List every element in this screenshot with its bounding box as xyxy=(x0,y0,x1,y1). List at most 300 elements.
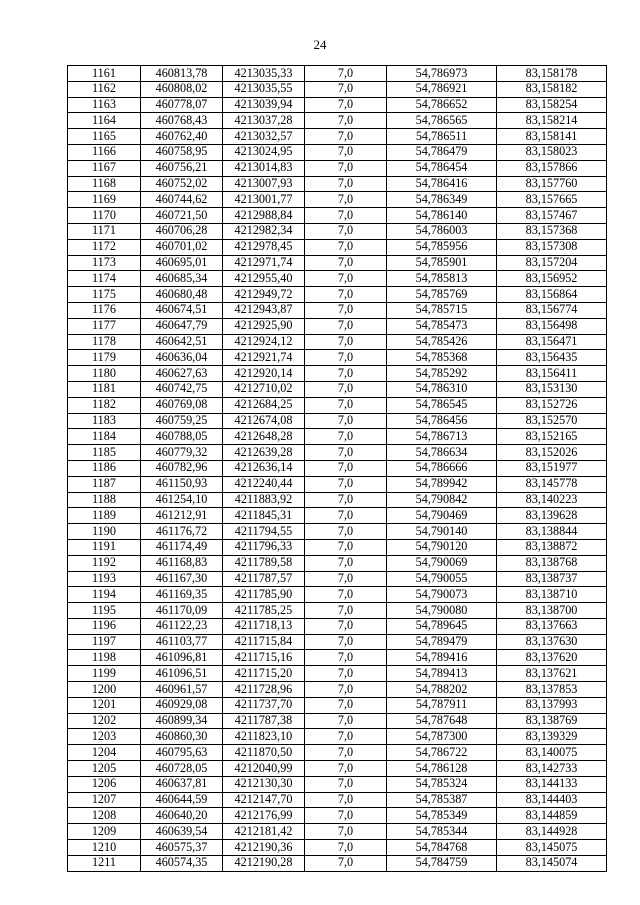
table-row xyxy=(68,192,607,208)
table-row xyxy=(68,539,607,555)
y-coordinate-cell: 4212921,74 xyxy=(223,350,305,366)
x-coordinate-cell: 460762,40 xyxy=(141,129,223,145)
x-coordinate-cell: 460639,54 xyxy=(141,824,223,840)
latitude-cell: 54,790140 xyxy=(387,524,497,540)
accuracy-cell: 7,0 xyxy=(305,539,387,555)
latitude-cell: 54,786310 xyxy=(387,381,497,397)
latitude-cell: 54,785324 xyxy=(387,776,497,792)
latitude-cell: 54,786454 xyxy=(387,160,497,176)
longitude-cell: 83,145075 xyxy=(497,840,607,856)
latitude-cell: 54,785813 xyxy=(387,271,497,287)
y-coordinate-cell: 4211787,57 xyxy=(223,571,305,587)
longitude-cell: 83,156435 xyxy=(497,350,607,366)
accuracy-cell: 7,0 xyxy=(305,650,387,666)
longitude-cell: 83,153130 xyxy=(497,381,607,397)
table-row xyxy=(68,239,607,255)
y-coordinate-cell: 4211823,10 xyxy=(223,729,305,745)
accuracy-cell: 7,0 xyxy=(305,524,387,540)
point-number-cell: 1175 xyxy=(68,287,141,303)
point-number-cell: 1174 xyxy=(68,271,141,287)
accuracy-cell: 7,0 xyxy=(305,287,387,303)
accuracy-cell: 7,0 xyxy=(305,682,387,698)
table-row xyxy=(68,429,607,445)
longitude-cell: 83,151977 xyxy=(497,460,607,476)
latitude-cell: 54,789413 xyxy=(387,666,497,682)
latitude-cell: 54,786545 xyxy=(387,397,497,413)
point-number-cell: 1194 xyxy=(68,587,141,603)
y-coordinate-cell: 4211718,13 xyxy=(223,618,305,634)
point-number-cell: 1181 xyxy=(68,381,141,397)
y-coordinate-cell: 4212982,34 xyxy=(223,223,305,239)
accuracy-cell: 7,0 xyxy=(305,508,387,524)
x-coordinate-cell: 461150,93 xyxy=(141,476,223,492)
point-number-cell: 1200 xyxy=(68,682,141,698)
accuracy-cell: 7,0 xyxy=(305,808,387,824)
accuracy-cell: 7,0 xyxy=(305,729,387,745)
table-row xyxy=(68,255,607,271)
x-coordinate-cell: 460674,51 xyxy=(141,302,223,318)
latitude-cell: 54,786003 xyxy=(387,223,497,239)
latitude-cell: 54,785344 xyxy=(387,824,497,840)
longitude-cell: 83,156498 xyxy=(497,318,607,334)
accuracy-cell: 7,0 xyxy=(305,81,387,97)
latitude-cell: 54,786511 xyxy=(387,129,497,145)
longitude-cell: 83,142733 xyxy=(497,761,607,777)
latitude-cell: 54,786666 xyxy=(387,460,497,476)
x-coordinate-cell: 460752,02 xyxy=(141,176,223,192)
table-row xyxy=(68,476,607,492)
y-coordinate-cell: 4212978,45 xyxy=(223,239,305,255)
accuracy-cell: 7,0 xyxy=(305,350,387,366)
point-number-cell: 1183 xyxy=(68,413,141,429)
latitude-cell: 54,785349 xyxy=(387,808,497,824)
table-row xyxy=(68,713,607,729)
longitude-cell: 83,158182 xyxy=(497,81,607,97)
point-number-cell: 1195 xyxy=(68,603,141,619)
point-number-cell: 1199 xyxy=(68,666,141,682)
table-row xyxy=(68,840,607,856)
table-row xyxy=(68,634,607,650)
longitude-cell: 83,144133 xyxy=(497,776,607,792)
longitude-cell: 83,139329 xyxy=(497,729,607,745)
y-coordinate-cell: 4211715,84 xyxy=(223,634,305,650)
latitude-cell: 54,790120 xyxy=(387,539,497,555)
accuracy-cell: 7,0 xyxy=(305,713,387,729)
y-coordinate-cell: 4211845,31 xyxy=(223,508,305,524)
point-number-cell: 1182 xyxy=(68,397,141,413)
latitude-cell: 54,786973 xyxy=(387,66,497,82)
point-number-cell: 1206 xyxy=(68,776,141,792)
point-number-cell: 1164 xyxy=(68,113,141,129)
table-row xyxy=(68,271,607,287)
longitude-cell: 83,156411 xyxy=(497,366,607,382)
longitude-cell: 83,137853 xyxy=(497,682,607,698)
point-number-cell: 1170 xyxy=(68,208,141,224)
x-coordinate-cell: 460574,35 xyxy=(141,855,223,871)
longitude-cell: 83,157368 xyxy=(497,223,607,239)
y-coordinate-cell: 4212925,90 xyxy=(223,318,305,334)
y-coordinate-cell: 4212176,99 xyxy=(223,808,305,824)
longitude-cell: 83,158141 xyxy=(497,129,607,145)
x-coordinate-cell: 461170,09 xyxy=(141,603,223,619)
latitude-cell: 54,790073 xyxy=(387,587,497,603)
y-coordinate-cell: 4211870,50 xyxy=(223,745,305,761)
longitude-cell: 83,158254 xyxy=(497,97,607,113)
y-coordinate-cell: 4212684,25 xyxy=(223,397,305,413)
table-row xyxy=(68,350,607,366)
accuracy-cell: 7,0 xyxy=(305,476,387,492)
y-coordinate-cell: 4212971,74 xyxy=(223,255,305,271)
y-coordinate-cell: 4213037,28 xyxy=(223,113,305,129)
y-coordinate-cell: 4212190,28 xyxy=(223,855,305,871)
x-coordinate-cell: 461168,83 xyxy=(141,555,223,571)
accuracy-cell: 7,0 xyxy=(305,492,387,508)
point-number-cell: 1177 xyxy=(68,318,141,334)
accuracy-cell: 7,0 xyxy=(305,666,387,682)
point-number-cell: 1169 xyxy=(68,192,141,208)
table-row xyxy=(68,334,607,350)
point-number-cell: 1162 xyxy=(68,81,141,97)
x-coordinate-cell: 460627,63 xyxy=(141,366,223,382)
longitude-cell: 83,152165 xyxy=(497,429,607,445)
accuracy-cell: 7,0 xyxy=(305,129,387,145)
accuracy-cell: 7,0 xyxy=(305,223,387,239)
table-row xyxy=(68,113,607,129)
x-coordinate-cell: 460768,43 xyxy=(141,113,223,129)
point-number-cell: 1202 xyxy=(68,713,141,729)
point-number-cell: 1179 xyxy=(68,350,141,366)
latitude-cell: 54,786416 xyxy=(387,176,497,192)
y-coordinate-cell: 4212181,42 xyxy=(223,824,305,840)
x-coordinate-cell: 460744,62 xyxy=(141,192,223,208)
table-row xyxy=(68,650,607,666)
accuracy-cell: 7,0 xyxy=(305,776,387,792)
y-coordinate-cell: 4211715,20 xyxy=(223,666,305,682)
y-coordinate-cell: 4213024,95 xyxy=(223,144,305,160)
latitude-cell: 54,785769 xyxy=(387,287,497,303)
point-number-cell: 1196 xyxy=(68,618,141,634)
x-coordinate-cell: 461096,51 xyxy=(141,666,223,682)
x-coordinate-cell: 460961,57 xyxy=(141,682,223,698)
accuracy-cell: 7,0 xyxy=(305,840,387,856)
longitude-cell: 83,138872 xyxy=(497,539,607,555)
y-coordinate-cell: 4211796,33 xyxy=(223,539,305,555)
x-coordinate-cell: 460929,08 xyxy=(141,697,223,713)
latitude-cell: 54,790842 xyxy=(387,492,497,508)
longitude-cell: 83,140223 xyxy=(497,492,607,508)
accuracy-cell: 7,0 xyxy=(305,271,387,287)
point-number-cell: 1193 xyxy=(68,571,141,587)
x-coordinate-cell: 460860,30 xyxy=(141,729,223,745)
point-number-cell: 1163 xyxy=(68,97,141,113)
accuracy-cell: 7,0 xyxy=(305,824,387,840)
point-number-cell: 1189 xyxy=(68,508,141,524)
longitude-cell: 83,138769 xyxy=(497,713,607,729)
point-number-cell: 1176 xyxy=(68,302,141,318)
table-row xyxy=(68,413,607,429)
table-row xyxy=(68,366,607,382)
point-number-cell: 1204 xyxy=(68,745,141,761)
x-coordinate-cell: 461254,10 xyxy=(141,492,223,508)
accuracy-cell: 7,0 xyxy=(305,603,387,619)
x-coordinate-cell: 460758,95 xyxy=(141,144,223,160)
table-row xyxy=(68,776,607,792)
table-row xyxy=(68,66,607,82)
accuracy-cell: 7,0 xyxy=(305,460,387,476)
y-coordinate-cell: 4213032,57 xyxy=(223,129,305,145)
table-row xyxy=(68,761,607,777)
table-row xyxy=(68,697,607,713)
x-coordinate-cell: 460769,08 xyxy=(141,397,223,413)
x-coordinate-cell: 461096,81 xyxy=(141,650,223,666)
table-row xyxy=(68,460,607,476)
longitude-cell: 83,152726 xyxy=(497,397,607,413)
latitude-cell: 54,789479 xyxy=(387,634,497,650)
accuracy-cell: 7,0 xyxy=(305,761,387,777)
longitude-cell: 83,137621 xyxy=(497,666,607,682)
accuracy-cell: 7,0 xyxy=(305,413,387,429)
table-row xyxy=(68,729,607,745)
table-row xyxy=(68,397,607,413)
accuracy-cell: 7,0 xyxy=(305,397,387,413)
y-coordinate-cell: 4212190,36 xyxy=(223,840,305,856)
latitude-cell: 54,786722 xyxy=(387,745,497,761)
latitude-cell: 54,786140 xyxy=(387,208,497,224)
table-row xyxy=(68,603,607,619)
accuracy-cell: 7,0 xyxy=(305,255,387,271)
latitude-cell: 54,786349 xyxy=(387,192,497,208)
longitude-cell: 83,144928 xyxy=(497,824,607,840)
latitude-cell: 54,787648 xyxy=(387,713,497,729)
latitude-cell: 54,785426 xyxy=(387,334,497,350)
latitude-cell: 54,785473 xyxy=(387,318,497,334)
y-coordinate-cell: 4213014,83 xyxy=(223,160,305,176)
longitude-cell: 83,152570 xyxy=(497,413,607,429)
y-coordinate-cell: 4213039,94 xyxy=(223,97,305,113)
accuracy-cell: 7,0 xyxy=(305,208,387,224)
y-coordinate-cell: 4211785,90 xyxy=(223,587,305,603)
y-coordinate-cell: 4212710,02 xyxy=(223,381,305,397)
accuracy-cell: 7,0 xyxy=(305,66,387,82)
table-row xyxy=(68,808,607,824)
longitude-cell: 83,158178 xyxy=(497,66,607,82)
accuracy-cell: 7,0 xyxy=(305,366,387,382)
y-coordinate-cell: 4212147,70 xyxy=(223,792,305,808)
accuracy-cell: 7,0 xyxy=(305,745,387,761)
table-row xyxy=(68,318,607,334)
point-number-cell: 1178 xyxy=(68,334,141,350)
longitude-cell: 83,157204 xyxy=(497,255,607,271)
longitude-cell: 83,137630 xyxy=(497,634,607,650)
table-row xyxy=(68,682,607,698)
x-coordinate-cell: 460728,05 xyxy=(141,761,223,777)
longitude-cell: 83,137620 xyxy=(497,650,607,666)
point-number-cell: 1187 xyxy=(68,476,141,492)
latitude-cell: 54,786479 xyxy=(387,144,497,160)
latitude-cell: 54,790469 xyxy=(387,508,497,524)
table-row xyxy=(68,445,607,461)
latitude-cell: 54,785368 xyxy=(387,350,497,366)
accuracy-cell: 7,0 xyxy=(305,634,387,650)
x-coordinate-cell: 460795,63 xyxy=(141,745,223,761)
x-coordinate-cell: 460899,34 xyxy=(141,713,223,729)
x-coordinate-cell: 461103,77 xyxy=(141,634,223,650)
coordinates-table-body xyxy=(68,66,607,872)
latitude-cell: 54,786565 xyxy=(387,113,497,129)
table-row xyxy=(68,287,607,303)
point-number-cell: 1208 xyxy=(68,808,141,824)
longitude-cell: 83,140075 xyxy=(497,745,607,761)
latitude-cell: 54,790069 xyxy=(387,555,497,571)
point-number-cell: 1198 xyxy=(68,650,141,666)
latitude-cell: 54,788202 xyxy=(387,682,497,698)
x-coordinate-cell: 460813,78 xyxy=(141,66,223,82)
y-coordinate-cell: 4213035,33 xyxy=(223,66,305,82)
accuracy-cell: 7,0 xyxy=(305,855,387,871)
latitude-cell: 54,786634 xyxy=(387,445,497,461)
accuracy-cell: 7,0 xyxy=(305,176,387,192)
x-coordinate-cell: 460695,01 xyxy=(141,255,223,271)
accuracy-cell: 7,0 xyxy=(305,302,387,318)
table-row xyxy=(68,176,607,192)
longitude-cell: 83,138710 xyxy=(497,587,607,603)
y-coordinate-cell: 4212955,40 xyxy=(223,271,305,287)
x-coordinate-cell: 461176,72 xyxy=(141,524,223,540)
longitude-cell: 83,158214 xyxy=(497,113,607,129)
latitude-cell: 54,789645 xyxy=(387,618,497,634)
table-row xyxy=(68,524,607,540)
point-number-cell: 1168 xyxy=(68,176,141,192)
x-coordinate-cell: 460742,75 xyxy=(141,381,223,397)
longitude-cell: 83,138700 xyxy=(497,603,607,619)
coordinates-table xyxy=(67,65,607,872)
accuracy-cell: 7,0 xyxy=(305,618,387,634)
accuracy-cell: 7,0 xyxy=(305,381,387,397)
x-coordinate-cell: 461167,30 xyxy=(141,571,223,587)
y-coordinate-cell: 4211794,55 xyxy=(223,524,305,540)
x-coordinate-cell: 460756,21 xyxy=(141,160,223,176)
y-coordinate-cell: 4211715,16 xyxy=(223,650,305,666)
accuracy-cell: 7,0 xyxy=(305,697,387,713)
table-row xyxy=(68,855,607,871)
x-coordinate-cell: 460642,51 xyxy=(141,334,223,350)
longitude-cell: 83,138768 xyxy=(497,555,607,571)
accuracy-cell: 7,0 xyxy=(305,160,387,176)
y-coordinate-cell: 4212988,84 xyxy=(223,208,305,224)
x-coordinate-cell: 460637,81 xyxy=(141,776,223,792)
latitude-cell: 54,784768 xyxy=(387,840,497,856)
accuracy-cell: 7,0 xyxy=(305,318,387,334)
point-number-cell: 1161 xyxy=(68,66,141,82)
point-number-cell: 1171 xyxy=(68,223,141,239)
accuracy-cell: 7,0 xyxy=(305,792,387,808)
point-number-cell: 1205 xyxy=(68,761,141,777)
table-row xyxy=(68,208,607,224)
longitude-cell: 83,138737 xyxy=(497,571,607,587)
table-row xyxy=(68,160,607,176)
table-row xyxy=(68,492,607,508)
x-coordinate-cell: 460706,28 xyxy=(141,223,223,239)
latitude-cell: 54,786921 xyxy=(387,81,497,97)
table-row xyxy=(68,97,607,113)
point-number-cell: 1190 xyxy=(68,524,141,540)
y-coordinate-cell: 4211789,58 xyxy=(223,555,305,571)
longitude-cell: 83,156952 xyxy=(497,271,607,287)
x-coordinate-cell: 460685,34 xyxy=(141,271,223,287)
table-row xyxy=(68,144,607,160)
y-coordinate-cell: 4212920,14 xyxy=(223,366,305,382)
table-row xyxy=(68,81,607,97)
longitude-cell: 83,157467 xyxy=(497,208,607,224)
accuracy-cell: 7,0 xyxy=(305,239,387,255)
latitude-cell: 54,787911 xyxy=(387,697,497,713)
x-coordinate-cell: 460680,48 xyxy=(141,287,223,303)
longitude-cell: 83,156774 xyxy=(497,302,607,318)
table-row xyxy=(68,587,607,603)
x-coordinate-cell: 461212,91 xyxy=(141,508,223,524)
table-row xyxy=(68,618,607,634)
latitude-cell: 54,786652 xyxy=(387,97,497,113)
latitude-cell: 54,785901 xyxy=(387,255,497,271)
point-number-cell: 1201 xyxy=(68,697,141,713)
point-number-cell: 1203 xyxy=(68,729,141,745)
latitude-cell: 54,786456 xyxy=(387,413,497,429)
table-row xyxy=(68,792,607,808)
x-coordinate-cell: 460778,07 xyxy=(141,97,223,113)
latitude-cell: 54,785387 xyxy=(387,792,497,808)
latitude-cell: 54,784759 xyxy=(387,855,497,871)
latitude-cell: 54,786713 xyxy=(387,429,497,445)
point-number-cell: 1188 xyxy=(68,492,141,508)
latitude-cell: 54,789416 xyxy=(387,650,497,666)
point-number-cell: 1191 xyxy=(68,539,141,555)
accuracy-cell: 7,0 xyxy=(305,192,387,208)
point-number-cell: 1207 xyxy=(68,792,141,808)
longitude-cell: 83,157760 xyxy=(497,176,607,192)
longitude-cell: 83,137663 xyxy=(497,618,607,634)
y-coordinate-cell: 4212943,87 xyxy=(223,302,305,318)
table-row xyxy=(68,555,607,571)
x-coordinate-cell: 460721,50 xyxy=(141,208,223,224)
table-row xyxy=(68,302,607,318)
latitude-cell: 54,787300 xyxy=(387,729,497,745)
latitude-cell: 54,786128 xyxy=(387,761,497,777)
x-coordinate-cell: 460575,37 xyxy=(141,840,223,856)
longitude-cell: 83,144859 xyxy=(497,808,607,824)
accuracy-cell: 7,0 xyxy=(305,555,387,571)
point-number-cell: 1166 xyxy=(68,144,141,160)
y-coordinate-cell: 4212949,72 xyxy=(223,287,305,303)
x-coordinate-cell: 461174,49 xyxy=(141,539,223,555)
table-row xyxy=(68,571,607,587)
x-coordinate-cell: 460759,25 xyxy=(141,413,223,429)
table-row xyxy=(68,223,607,239)
y-coordinate-cell: 4211728,96 xyxy=(223,682,305,698)
x-coordinate-cell: 460788,05 xyxy=(141,429,223,445)
x-coordinate-cell: 460636,04 xyxy=(141,350,223,366)
point-number-cell: 1167 xyxy=(68,160,141,176)
y-coordinate-cell: 4212636,14 xyxy=(223,460,305,476)
x-coordinate-cell: 460640,20 xyxy=(141,808,223,824)
latitude-cell: 54,790055 xyxy=(387,571,497,587)
longitude-cell: 83,157665 xyxy=(497,192,607,208)
x-coordinate-cell: 460647,79 xyxy=(141,318,223,334)
table-row xyxy=(68,129,607,145)
x-coordinate-cell: 460701,02 xyxy=(141,239,223,255)
accuracy-cell: 7,0 xyxy=(305,334,387,350)
y-coordinate-cell: 4212674,08 xyxy=(223,413,305,429)
longitude-cell: 83,139628 xyxy=(497,508,607,524)
